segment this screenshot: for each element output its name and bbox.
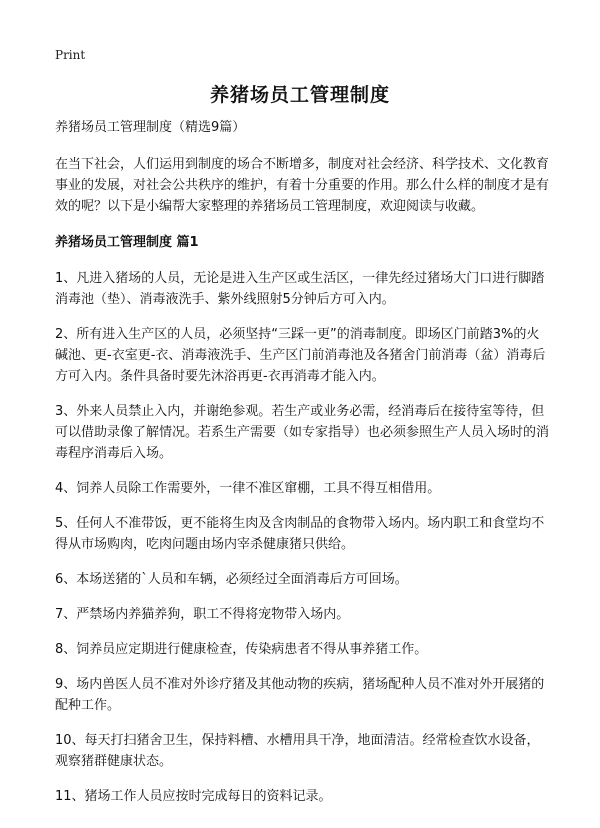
article-body xyxy=(55,118,551,821)
page-title: 养猪场员工管理制度 xyxy=(209,84,390,106)
rule-item-5: 5、任何人不准带饭，更不能将生肉及含肉制品的食物带入场内。场内职工和食堂均不得从市场购肉，吃肉问题由场内宰杀健康猪只供给。 xyxy=(55,516,545,552)
rule-item-11: 11、猪场工作人员应按时完成每日的资料记录。 xyxy=(55,789,332,804)
rule-item-7: 7、严禁场内养猫养狗，职工不得将宠物带入场内。 xyxy=(55,607,350,622)
rule-item-10: 10、每天打扫猪舍卫生，保持料槽、水槽用具干净，地面清洁。经常检查饮水设备，观察猪群健康状态。 xyxy=(55,733,540,769)
section-heading: 养猪场员工管理制度 篇1 xyxy=(55,235,199,250)
intro-paragraph: 在当下社会，人们运用到制度的场合不断增多，制度对社会经济、科学技术、文化教育事业的发展，对社会公共秩序的维护，有着十分重要的作用。那么什么样的制度才是有效的呢？以下是小编帮大家整理的养猪场员工管理制度，欢迎阅读与收藏。 xyxy=(55,157,550,214)
rule-item-2: 2、所有进入生产区的人员，必须坚持“三踩一更”的消毒制度。即场区门前踏3%的火碱池、更-衣室更-衣、消毒液洗手、生产区门前消毒池及各猪舍门前消毒（盆）消毒后方可入内。条件具备时要先沐浴再更-衣再消毒才能入内。 xyxy=(55,327,546,384)
rule-item-6: 6、本场送猪的`人员和车辆，必须经过全面消毒后方可回场。 xyxy=(55,572,408,587)
rule-item-1: 1、凡进入猪场的人员，无论是进入生产区或生活区，一律先经过猪场大门口进行脚踏消毒池（垫）、消毒液洗手、紫外线照射5分钟后方可入内。 xyxy=(55,271,545,307)
rule-item-8: 8、饲养员应定期进行健康检查，传染病患者不得从事养猪工作。 xyxy=(55,642,428,657)
rule-item-9: 9、场内兽医人员不准对外诊疗猪及其他动物的疾病，猪场配种人员不准对外开展猪的配种工作。 xyxy=(55,677,545,713)
article-subtitle: 养猪场员工管理制度（精选9篇） xyxy=(55,120,246,135)
print-link[interactable]: Print xyxy=(55,48,86,62)
rule-item-3: 3、外来人员禁止入内，并谢绝参观。若生产或业务必需，经消毒后在接待室等待，但可以借助录像了解情况。若系生产需要（如专家指导）也必须参照生产人员入场时的消毒程序消毒后入场。 xyxy=(55,404,550,461)
rule-item-4: 4、饲养人员除工作需要外，一律不准区窜棚，工具不得互相借用。 xyxy=(55,481,441,496)
